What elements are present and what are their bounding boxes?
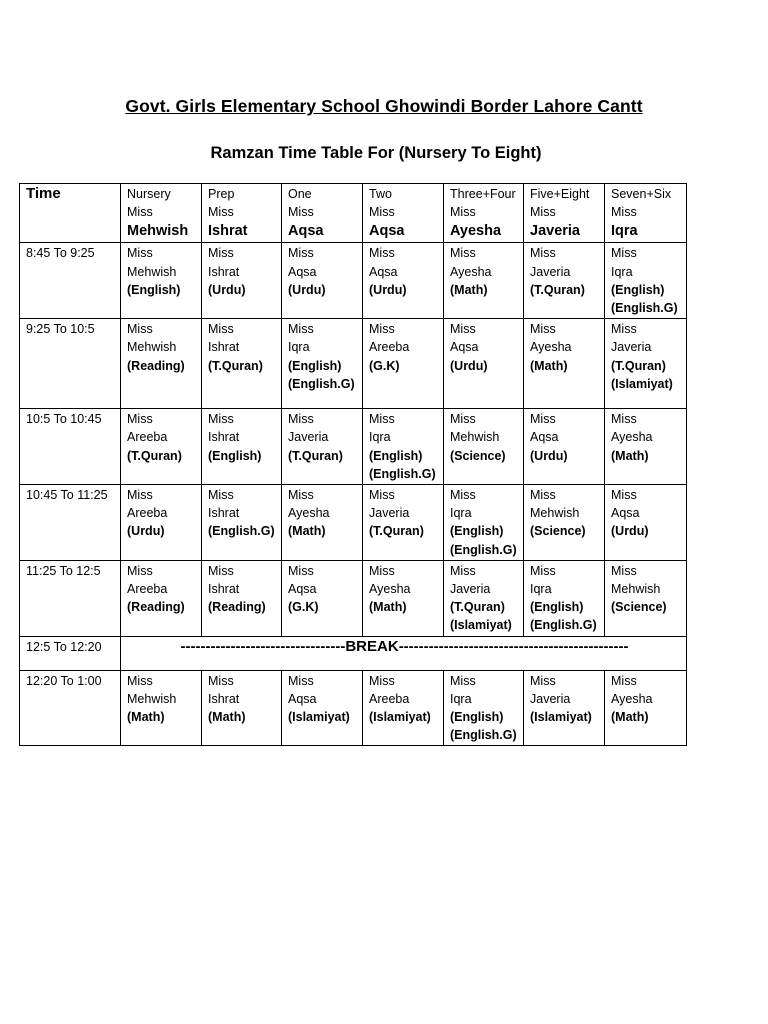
miss-label: Miss	[530, 322, 556, 337]
period-cell	[282, 243, 363, 319]
teacher-name: Ishrat	[208, 582, 240, 597]
teacher-name: Ayesha	[369, 582, 411, 597]
period-cell	[524, 319, 605, 409]
class-name: Seven+Six	[611, 187, 672, 201]
miss-label: Miss	[530, 205, 556, 220]
period-time: 11:25 To 12:5	[20, 560, 121, 636]
teacher-name: Ayesha	[611, 691, 653, 706]
period-cell	[363, 560, 444, 636]
subject: (Math)	[611, 448, 649, 463]
subject: (Math)	[208, 710, 246, 725]
teacher-name: Iqra	[611, 264, 633, 279]
period-cell	[605, 560, 687, 636]
teacher-name: Areeba	[127, 506, 168, 521]
class-name: Prep	[208, 187, 235, 201]
teacher-name: Aqsa	[450, 340, 479, 355]
period-row	[20, 670, 687, 746]
period-cell	[121, 409, 202, 485]
period-cell	[524, 409, 605, 485]
miss-label: Miss	[611, 563, 637, 578]
timetable-subtitle: Ramzan Time Table For (Nursery To Eight)	[210, 144, 542, 162]
period-cell	[202, 243, 282, 319]
class-header-nursery	[121, 184, 202, 243]
miss-label: Miss	[450, 488, 476, 503]
period-cell	[363, 670, 444, 746]
class-teacher: Mehwish	[127, 223, 189, 240]
teacher-name: Javeria	[369, 506, 410, 521]
teacher-name: Javeria	[611, 340, 652, 355]
period-cell	[524, 485, 605, 561]
period-time: 12:20 To 1:00	[20, 670, 121, 746]
subject: (Islamiyat)	[369, 710, 431, 725]
miss-label: Miss	[369, 322, 395, 337]
class-teacher: Aqsa	[369, 223, 405, 240]
period-cell	[363, 485, 444, 561]
period-row	[20, 243, 687, 319]
subject: (English)	[369, 448, 423, 463]
period-cell	[121, 670, 202, 746]
miss-label: Miss	[127, 246, 153, 261]
period-cell	[524, 560, 605, 636]
period-row	[20, 319, 687, 409]
subject: (Math)	[530, 358, 568, 373]
miss-label: Miss	[208, 246, 234, 261]
period-cell	[605, 243, 687, 319]
period-cell	[202, 409, 282, 485]
miss-label: Miss	[369, 412, 395, 427]
subject: (English.G)	[450, 728, 517, 743]
period-cell	[444, 485, 524, 561]
miss-label: Miss	[208, 673, 234, 688]
teacher-name: Mehwish	[611, 582, 661, 597]
miss-label: Miss	[611, 673, 637, 688]
subject: (English.G)	[208, 524, 275, 539]
period-cell	[282, 485, 363, 561]
miss-label: Miss	[611, 322, 637, 337]
teacher-name: Mehwish	[127, 691, 177, 706]
subject: (Urdu)	[288, 282, 326, 297]
subject: (English)	[127, 282, 181, 297]
class-name: Nursery	[127, 187, 171, 201]
subject: (Islamiyat)	[530, 710, 592, 725]
teacher-name: Areeba	[127, 582, 168, 597]
miss-label: Miss	[530, 246, 556, 261]
class-header-prep	[202, 184, 282, 243]
subject: (G.K)	[288, 600, 319, 615]
teacher-name: Ayesha	[530, 340, 572, 355]
miss-label: Miss	[127, 673, 153, 688]
teacher-name: Aqsa	[288, 691, 317, 706]
subject: (Reading)	[127, 600, 185, 615]
teacher-name: Ishrat	[208, 506, 240, 521]
subject: (English.G)	[450, 542, 517, 557]
period-cell	[121, 243, 202, 319]
period-time: 12:5 To 12:20	[20, 636, 121, 670]
miss-label: Miss	[288, 205, 314, 220]
period-cell	[605, 485, 687, 561]
period-cell	[444, 243, 524, 319]
teacher-name: Mehwish	[530, 506, 580, 521]
miss-label: Miss	[208, 205, 234, 220]
miss-label: Miss	[450, 246, 476, 261]
miss-label: Miss	[530, 412, 556, 427]
period-cell	[605, 319, 687, 409]
subject: (T.Quran)	[530, 282, 585, 297]
period-cell	[444, 670, 524, 746]
class-name: Three+Four	[450, 187, 516, 201]
period-cell	[524, 243, 605, 319]
period-cell	[282, 560, 363, 636]
period-cell	[605, 670, 687, 746]
period-cell	[605, 409, 687, 485]
subject: (English.G)	[530, 618, 597, 633]
period-time: 9:25 To 10:5	[20, 319, 121, 409]
teacher-name: Aqsa	[288, 582, 317, 597]
miss-label: Miss	[288, 246, 314, 261]
class-name: Five+Eight	[530, 187, 590, 201]
subject: (Urdu)	[530, 448, 568, 463]
teacher-name: Areeba	[369, 340, 410, 355]
period-cell	[121, 319, 202, 409]
teacher-name: Ishrat	[208, 340, 240, 355]
miss-label: Miss	[208, 563, 234, 578]
period-cell	[444, 319, 524, 409]
period-cell	[202, 485, 282, 561]
subject: (English.G)	[288, 376, 355, 391]
period-cell	[282, 670, 363, 746]
subject: (T.Quran)	[208, 358, 263, 373]
subject: (English)	[450, 710, 504, 725]
miss-label: Miss	[127, 322, 153, 337]
subject: (T.Quran)	[611, 358, 666, 373]
school-title: Govt. Girls Elementary School Ghowindi Border Lahore Cantt	[125, 96, 643, 116]
miss-label: Miss	[208, 412, 234, 427]
period-cell	[363, 243, 444, 319]
class-teacher: Ishrat	[208, 223, 248, 240]
miss-label: Miss	[288, 563, 314, 578]
timetable-body	[20, 184, 687, 746]
subject: (English)	[208, 448, 262, 463]
period-time: 8:45 To 9:25	[20, 243, 121, 319]
teacher-name: Javeria	[450, 582, 491, 597]
teacher-name: Iqra	[450, 691, 472, 706]
miss-label: Miss	[127, 412, 153, 427]
period-cell	[121, 485, 202, 561]
miss-label: Miss	[530, 563, 556, 578]
subject: (T.Quran)	[369, 524, 424, 539]
subject: (Math)	[127, 710, 165, 725]
miss-label: Miss	[127, 488, 153, 503]
subject: (Urdu)	[127, 524, 165, 539]
teacher-name: Ishrat	[208, 691, 240, 706]
period-cell	[524, 670, 605, 746]
teacher-name: Areeba	[369, 691, 410, 706]
miss-label: Miss	[611, 246, 637, 261]
miss-label: Miss	[127, 205, 153, 220]
miss-label: Miss	[450, 412, 476, 427]
teacher-name: Javeria	[530, 691, 571, 706]
subject: (Math)	[288, 524, 326, 539]
period-cell	[363, 409, 444, 485]
class-name: One	[288, 187, 312, 201]
period-cell	[282, 319, 363, 409]
subject: (English.G)	[611, 301, 678, 316]
subject: (T.Quran)	[127, 448, 182, 463]
miss-label: Miss	[127, 563, 153, 578]
miss-label: Miss	[611, 205, 637, 220]
subject: (Math)	[369, 600, 407, 615]
teacher-name: Iqra	[530, 582, 552, 597]
miss-label: Miss	[369, 246, 395, 261]
subject: (Islamiyat)	[450, 618, 512, 633]
subject: (English)	[530, 600, 584, 615]
teacher-name: Areeba	[127, 430, 168, 445]
subject: (T.Quran)	[450, 600, 505, 615]
time-header: Time	[20, 184, 121, 243]
miss-label: Miss	[288, 673, 314, 688]
class-header-three-four	[444, 184, 524, 243]
miss-label: Miss	[450, 673, 476, 688]
period-row	[20, 485, 687, 561]
period-cell	[202, 319, 282, 409]
period-row	[20, 409, 687, 485]
class-teacher: Aqsa	[288, 223, 324, 240]
miss-label: Miss	[369, 563, 395, 578]
teacher-name: Mehwish	[127, 340, 177, 355]
subject: (Math)	[450, 282, 488, 297]
miss-label: Miss	[530, 488, 556, 503]
teacher-name: Ayesha	[288, 506, 330, 521]
teacher-name: Iqra	[288, 340, 310, 355]
miss-label: Miss	[369, 488, 395, 503]
period-time: 10:5 To 10:45	[20, 409, 121, 485]
miss-label: Miss	[611, 412, 637, 427]
subject: (Urdu)	[611, 524, 649, 539]
miss-label: Miss	[450, 563, 476, 578]
teacher-name: Aqsa	[369, 264, 398, 279]
teacher-name: Ishrat	[208, 430, 240, 445]
subject: (Math)	[611, 710, 649, 725]
teacher-name: Aqsa	[530, 430, 559, 445]
subject: (English)	[450, 524, 504, 539]
break-label: ---------------------------------BREAK----------------------------------------------	[121, 636, 687, 670]
period-cell	[202, 670, 282, 746]
subject: (Urdu)	[369, 282, 407, 297]
miss-label: Miss	[530, 673, 556, 688]
class-teacher: Iqra	[611, 223, 638, 240]
miss-label: Miss	[611, 488, 637, 503]
teacher-name: Mehwish	[450, 430, 500, 445]
period-cell	[282, 409, 363, 485]
teacher-name: Javeria	[288, 430, 329, 445]
subject: (Reading)	[208, 600, 266, 615]
subject: (T.Quran)	[288, 448, 343, 463]
teacher-name: Iqra	[450, 506, 472, 521]
miss-label: Miss	[450, 205, 476, 220]
teacher-name: Aqsa	[611, 506, 640, 521]
period-cell	[444, 560, 524, 636]
miss-label: Miss	[369, 673, 395, 688]
teacher-name: Ishrat	[208, 264, 240, 279]
subject: (Urdu)	[450, 358, 488, 373]
subject: (Reading)	[127, 358, 185, 373]
header-row	[20, 184, 687, 243]
subject: (Science)	[530, 524, 586, 539]
subject: (G.K)	[369, 358, 400, 373]
subject: (English)	[611, 282, 665, 297]
subject: (Islamiyat)	[288, 710, 350, 725]
teacher-name: Ayesha	[450, 264, 492, 279]
period-row	[20, 560, 687, 636]
teacher-name: Ayesha	[611, 430, 653, 445]
class-header-five-eight	[524, 184, 605, 243]
period-cell	[121, 560, 202, 636]
class-teacher: Javeria	[530, 223, 580, 240]
teacher-name: Iqra	[369, 430, 391, 445]
miss-label: Miss	[208, 322, 234, 337]
timetable	[19, 183, 687, 746]
subject: (Science)	[611, 600, 667, 615]
class-header-two	[363, 184, 444, 243]
class-name: Two	[369, 187, 392, 201]
subject: (English.G)	[369, 466, 436, 481]
period-cell	[202, 560, 282, 636]
miss-label: Miss	[288, 412, 314, 427]
teacher-name: Javeria	[530, 264, 571, 279]
teacher-name: Aqsa	[288, 264, 317, 279]
period-cell	[444, 409, 524, 485]
break-row	[20, 636, 687, 670]
miss-label: Miss	[208, 488, 234, 503]
teacher-name: Mehwish	[127, 264, 177, 279]
subject: (Islamiyat)	[611, 376, 673, 391]
class-header-seven-six	[605, 184, 687, 243]
miss-label: Miss	[288, 322, 314, 337]
miss-label: Miss	[450, 322, 476, 337]
class-teacher: Ayesha	[450, 223, 502, 240]
period-cell	[363, 319, 444, 409]
subject: (Science)	[450, 448, 506, 463]
subject: (Urdu)	[208, 282, 246, 297]
subject: (English)	[288, 358, 342, 373]
miss-label: Miss	[288, 488, 314, 503]
class-header-one	[282, 184, 363, 243]
period-time: 10:45 To 11:25	[20, 485, 121, 561]
miss-label: Miss	[369, 205, 395, 220]
